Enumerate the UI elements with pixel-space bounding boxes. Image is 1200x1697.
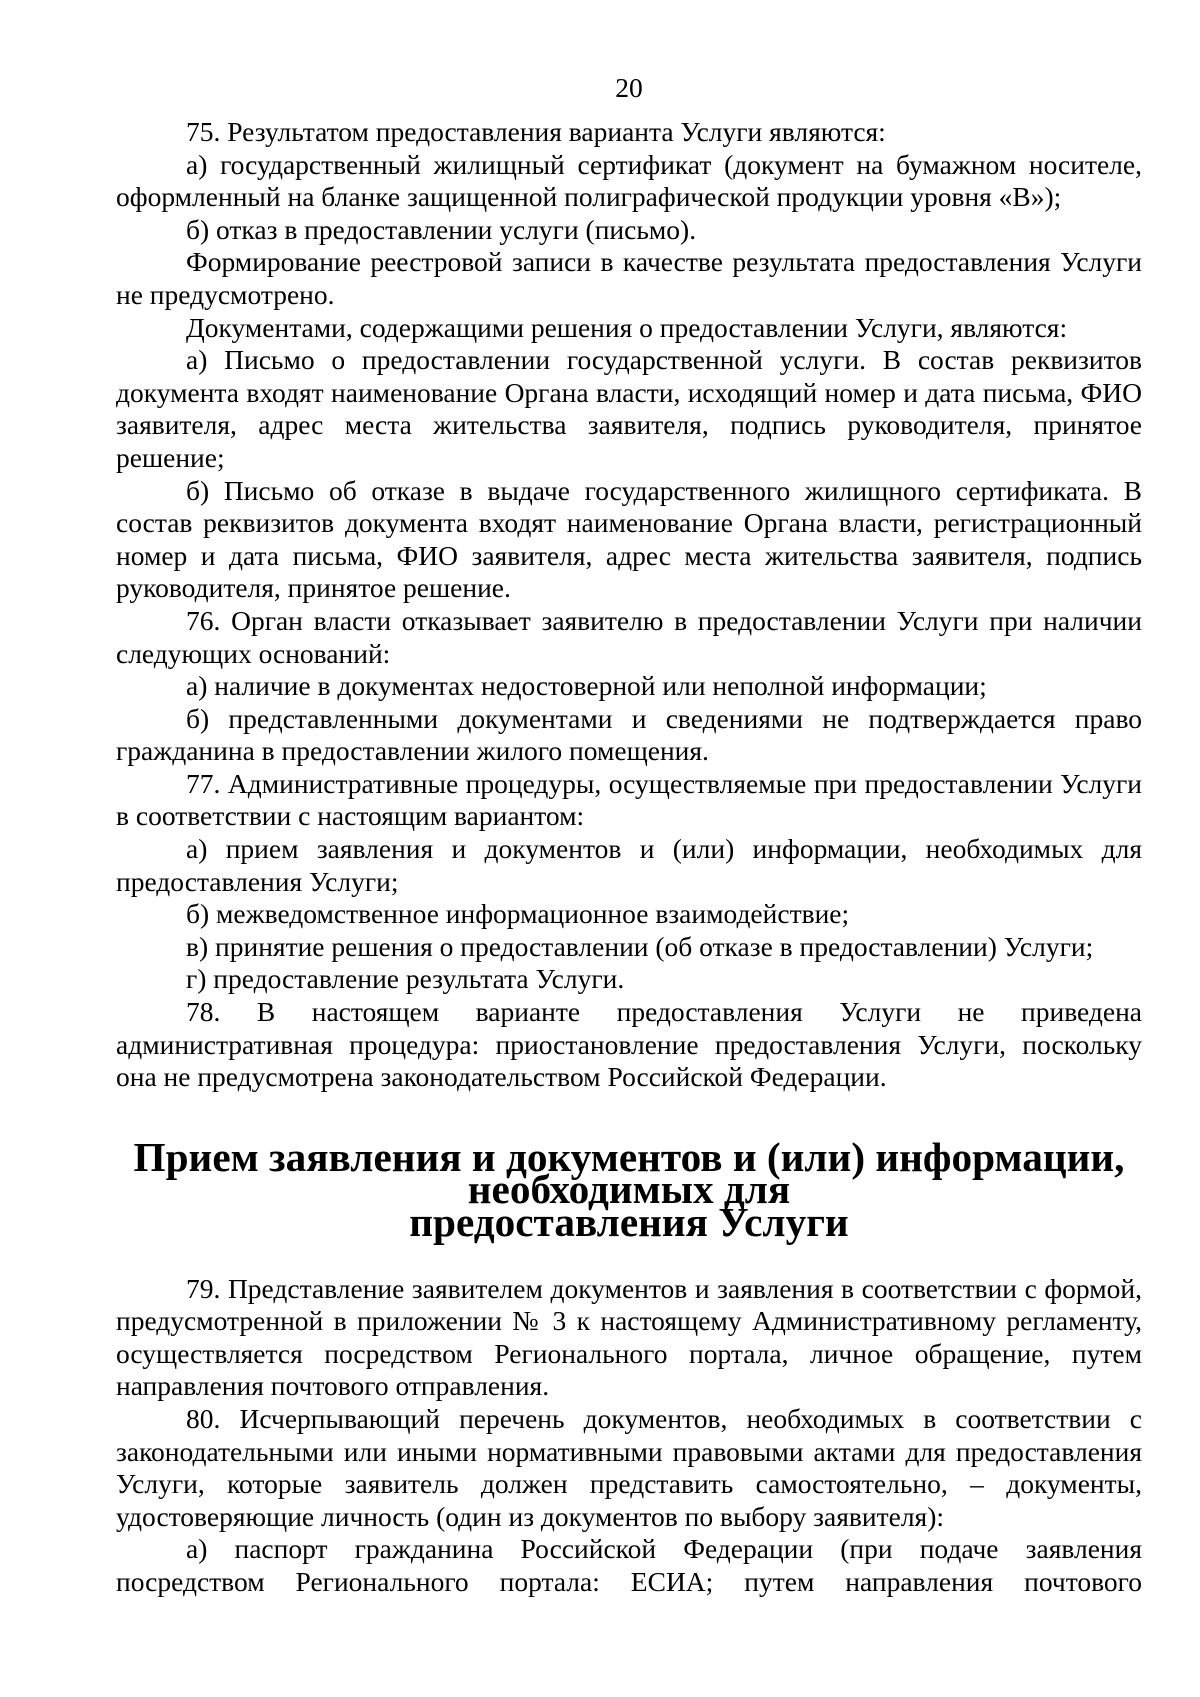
paragraph-77: 77. Административные процедуры, осуществляемые при предоставлении Услуги в соответствии с настоящим вариантом: bbox=[116, 767, 1142, 832]
paragraph-77-item-b: б) межведомственное информационное взаимодействие; bbox=[186, 898, 850, 930]
paragraph-80-item-a: а) паспорт гражданина Российской Федерации (при подаче заявления посредством Регионального портала: ЕСИА; путем направления почтового bbox=[116, 1533, 1142, 1597]
section-heading-line-1: Прием заявления и документов и (или) информации, необходимых для bbox=[133, 1133, 1125, 1213]
paragraph-75-item-b: б) отказ в предоставлении услуги (письмо). bbox=[186, 213, 697, 245]
page-number: 20 bbox=[615, 72, 643, 103]
paragraph-decision-item-a: а) Письмо о предоставлении государственной услуги. В состав реквизитов документа входят наименование Органа власти, исходящий номер и дата письма, ФИО заявителя, адрес места жительства заявителя, подпись руководителя, принятое решение; bbox=[116, 344, 1142, 473]
paragraph-decision-documents: Документами, содержащими решения о предоставлении Услуги, являются: bbox=[186, 311, 1068, 343]
paragraph-registry-record: Формирование реестровой записи в качестве результата предоставления Услуги не предусмотрено. bbox=[116, 246, 1142, 310]
paragraph-75: 75. Результатом предоставления варианта Услуги являются: bbox=[186, 116, 886, 147]
section-heading-line-2: предоставления Услуги bbox=[409, 1199, 849, 1245]
paragraph-78: 78. В настоящем варианте предоставления Услуги не приведена административная процедура: приостановление предоставления Услуги, поскольку она не предусмотрена законодательством Российской Федерации. bbox=[116, 996, 1142, 1093]
paragraph-79: 79. Представление заявителем документов и заявления в соответствии с формой, предусмотренной в приложении № 3 к настоящему Административному регламенту, осуществляется посредством Регионального портала, личное обращение, путем направления почтового отправления. bbox=[116, 1272, 1142, 1402]
paragraph-76-item-a: а) наличие в документах недостоверной или неполной информации; bbox=[186, 670, 987, 702]
document-body bbox=[116, 116, 1142, 1599]
paragraph-77-item-a: а) прием заявления и документов и (или) информации, необходимых для предоставления Услуги; bbox=[116, 833, 1142, 897]
paragraph-76-item-b: б) представленными документами и сведениями не подтверждается право гражданина в предоставлении жилого помещения. bbox=[116, 702, 1142, 767]
paragraph-77-item-c: в) принятие решения о предоставлении (об отказе в предоставлении) Услуги; bbox=[186, 930, 1094, 962]
paragraph-75-item-a: а) государственный жилищный сертификат (документ на бумажном носителе, оформленный на бланке защищенной полиграфической продукции уровня «В»); bbox=[116, 148, 1142, 213]
paragraph-76: 76. Орган власти отказывает заявителю в предоставлении Услуги при наличии следующих оснований: bbox=[116, 604, 1142, 669]
paragraph-80: 80. Исчерпывающий перечень документов, необходимых в соответствии с законодательными или иными нормативными правовыми актами для предоставления Услуги, которые заявитель должен представить самостоятельно, – документы, удостоверяющие личность (один из документов по выбору заявителя): bbox=[116, 1402, 1142, 1532]
paragraph-decision-item-b: б) Письмо об отказе в выдаче государственного жилищного сертификата. В состав реквизитов документа входят наименование Органа власти, регистрационный номер и дата письма, ФИО заявителя, адрес места жительства заявителя, подпись руководителя, принятое решение. bbox=[116, 474, 1142, 604]
paragraph-77-item-d: г) предоставление результата Услуги. bbox=[186, 963, 625, 995]
section-heading bbox=[116, 1094, 1142, 1273]
